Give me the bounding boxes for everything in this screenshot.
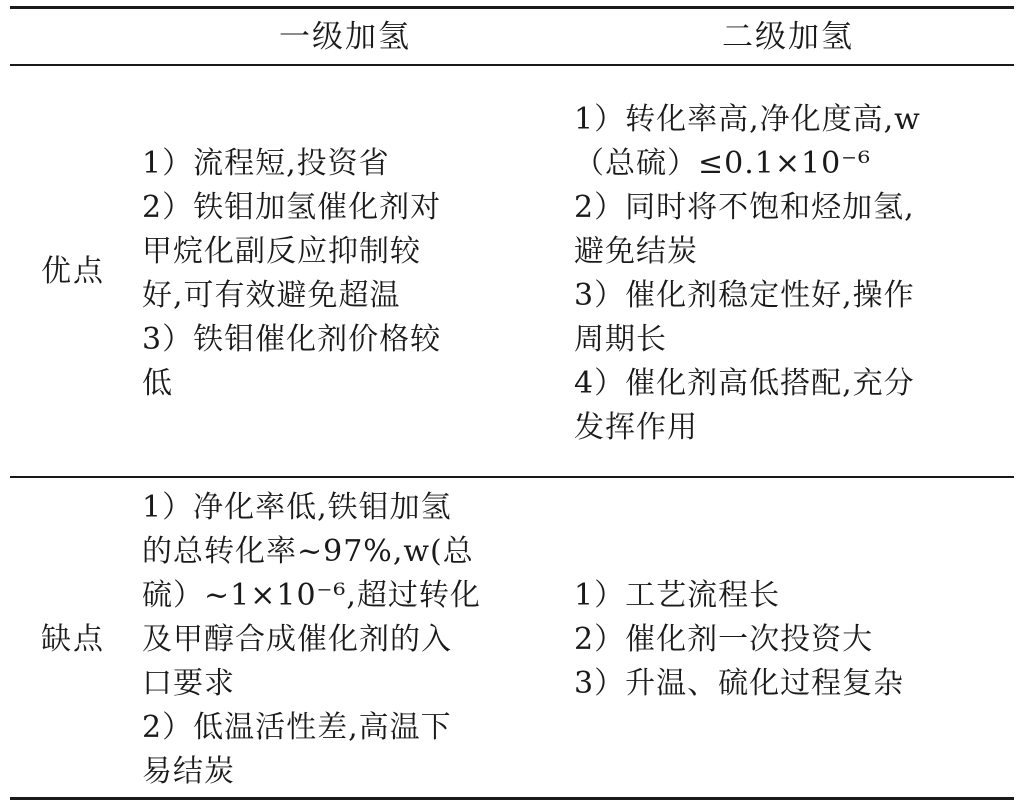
table-bottom-rule bbox=[10, 797, 1014, 800]
cell-line: 1）流程短,投资省 bbox=[142, 146, 390, 181]
cell-line: 4）催化剂高低搭配,充分 bbox=[574, 366, 915, 401]
disadvantages-primary-cell bbox=[142, 486, 542, 794]
cell-line: 及甲醇合成催化剂的入 bbox=[142, 622, 452, 657]
cell-line: 低 bbox=[142, 366, 173, 401]
cell-line: 避免结炭 bbox=[574, 234, 698, 269]
table-row-divider bbox=[10, 476, 1014, 478]
cell-line: （总硫）≤0.1×10⁻⁶ bbox=[574, 146, 872, 181]
cell-line: 甲烷化副反应抑制较 bbox=[142, 234, 421, 269]
cell-line: 3）铁钼催化剂价格较 bbox=[142, 322, 442, 357]
header-secondary-hydrogenation: 二级加氢 bbox=[722, 19, 854, 55]
disadvantages-secondary-cell bbox=[574, 574, 1004, 706]
cell-line: 口要求 bbox=[142, 666, 235, 701]
cell-line: 易结炭 bbox=[142, 754, 235, 789]
cell-line: 3）催化剂稳定性好,操作 bbox=[574, 278, 915, 313]
cell-line: 2）铁钼加氢催化剂对 bbox=[142, 190, 442, 225]
cell-line: 硫）~1×10⁻⁶,超过转化 bbox=[142, 578, 481, 613]
header-primary-hydrogenation: 一级加氢 bbox=[279, 19, 411, 55]
cell-line: 1）工艺流程长 bbox=[574, 578, 781, 613]
cell-line: 周期长 bbox=[574, 322, 667, 357]
row-label-advantages: 优点 bbox=[41, 254, 105, 289]
advantages-primary-cell bbox=[142, 142, 542, 406]
cell-line: 发挥作用 bbox=[574, 410, 698, 445]
cell-line: 2）同时将不饱和烃加氢, bbox=[574, 190, 915, 225]
cell-line: 2）低温活性差,高温下 bbox=[142, 710, 452, 745]
advantages-secondary-cell bbox=[574, 98, 1004, 450]
row-label-disadvantages: 缺点 bbox=[41, 622, 105, 657]
table-top-rule bbox=[10, 6, 1014, 9]
cell-line: 1）净化率低,铁钼加氢 bbox=[142, 490, 452, 525]
cell-line: 好,可有效避免超温 bbox=[142, 278, 401, 313]
cell-line: 2）催化剂一次投资大 bbox=[574, 622, 874, 657]
cell-line: 的总转化率~97%,w(总 bbox=[142, 534, 474, 569]
table-header-rule bbox=[10, 64, 1014, 66]
cell-line: 1）转化率高,净化度高,w bbox=[574, 102, 921, 137]
cell-line: 3）升温、硫化过程复杂 bbox=[574, 666, 905, 701]
